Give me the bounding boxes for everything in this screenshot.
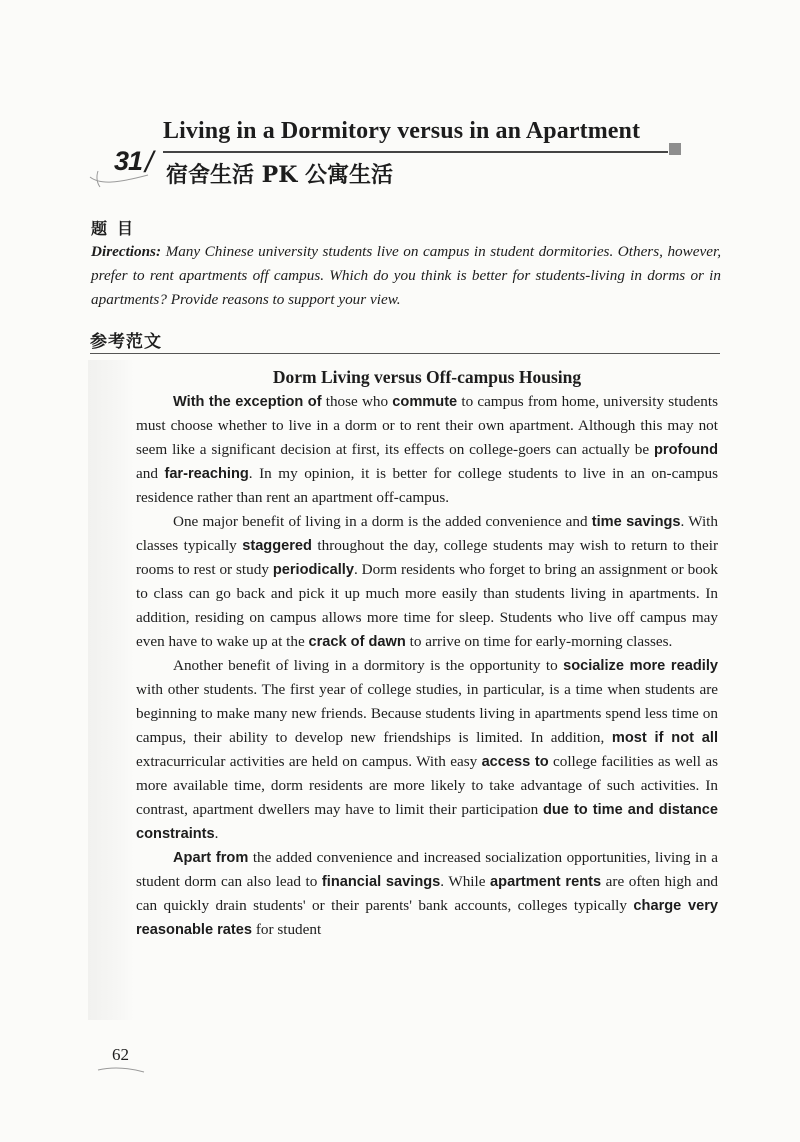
essay-keyword: apartment rents (490, 874, 602, 890)
essay-title: Dorm Living versus Off-campus Housing (272, 367, 582, 387)
essay-keyword: time savings (591, 514, 681, 530)
essay-text: college facilities as well as more available time, dorm residents are more likely to take advantage of such activities. In contrast, apartment dwellers may have to limit their participation (136, 753, 719, 818)
chapter-title-chinese: 宿舍生活 PK 公寓生活 (166, 162, 393, 188)
essay-text: . (214, 825, 219, 842)
directions-text (91, 240, 721, 312)
essay-text: the added convenience and increased socialization opportunities, living in a student dorm can also lead to (136, 849, 719, 890)
essay-text: . Dorm residents who forget to bring an assignment or book to class can go back and pick it up much more easily than students living in apartments. In addition, residing on campus allows more time for sleep. Students who live off campus may even have to wake up at the (136, 561, 718, 650)
margin-shadow (88, 360, 134, 1020)
essay-keyword: access to (481, 754, 549, 770)
essay-keyword: financial savings (321, 874, 441, 890)
essay-keyword: socialize more readily (563, 658, 718, 674)
directions-body: Many Chinese university students live on campus in student dormitories. Others, however, prefer to rent apartments off campus. Which do you think is better for students-living in dorms or in apartments? Provide reasons to support your view. (91, 243, 722, 308)
page-number: 62 (112, 1045, 129, 1064)
essay-text: . In my opinion, it is better for college students to live in an on-campus residence rather than rent an apartment off-campus. (136, 465, 718, 506)
page-number-swoosh (96, 1066, 146, 1074)
essay-text: to arrive on time for early-morning classes. (405, 633, 673, 650)
header-square-ornament (669, 143, 681, 155)
essay-text: are often high and can quickly drain students' or their parents' bank accounts, colleges typically (136, 873, 719, 914)
essay-keyword: staggered (242, 538, 312, 554)
chapter-title-english: Living in a Dormitory versus in an Apartment (163, 118, 641, 144)
essay-keyword: Apart from (173, 850, 249, 866)
essay-paragraph (136, 846, 718, 942)
lesson-slash-ornament: / (145, 146, 154, 179)
essay-text: to campus from home, university students must choose whether to live in a dorm or to rent their own apartment. Although this may not seem like a significant decision at first, its effects on college-goers can actually be (136, 393, 718, 458)
essay-body (136, 390, 718, 942)
directions-label: Directions: (91, 243, 162, 260)
essay-keyword: commute (392, 394, 458, 410)
essay-text: extracurricular activities are held on campus. With easy (136, 753, 482, 770)
essay-keyword: due to time and distance constraints (136, 802, 718, 842)
lesson-number: 31 (114, 146, 143, 176)
essay-keyword: far-reaching (164, 466, 249, 482)
essay-keyword: profound (653, 442, 718, 458)
header-swoosh-ornament (88, 165, 168, 189)
essay-paragraph (136, 510, 718, 654)
sample-heading-rule (90, 353, 720, 354)
essay-keyword: charge very reasonable rates (136, 898, 718, 938)
header-rule (163, 151, 668, 153)
essay-keyword: With the exception of (173, 394, 322, 410)
essay-text: and (136, 465, 165, 482)
essay-keyword: periodically (272, 562, 354, 578)
essay-text: for student (252, 921, 322, 938)
essay-keyword: most if not all (611, 730, 719, 746)
topic-heading: 题目 (91, 219, 144, 238)
sample-essay-heading: 参考范文 (90, 332, 162, 352)
essay-text: . While (440, 873, 491, 890)
essay-paragraph (136, 654, 718, 846)
essay-text: . With classes typically (136, 513, 718, 554)
essay-paragraph (136, 390, 718, 510)
essay-text: with other students. The first year of college studies, in particular, is a time when students are beginning to make many new friends. Because students living in apartments spend less time on campus, their ability to develop new friendships is limited. In addition, (136, 681, 718, 746)
essay-text: Another benefit of living in a dormitory is the opportunity to (173, 657, 564, 674)
essay-text: throughout the day, college students may wish to return to their rooms to rest or study (136, 537, 718, 578)
essay-text: those who (321, 393, 393, 410)
essay-text: One major benefit of living in a dorm is the added convenience and (173, 513, 592, 530)
essay-keyword: crack of dawn (308, 634, 406, 650)
